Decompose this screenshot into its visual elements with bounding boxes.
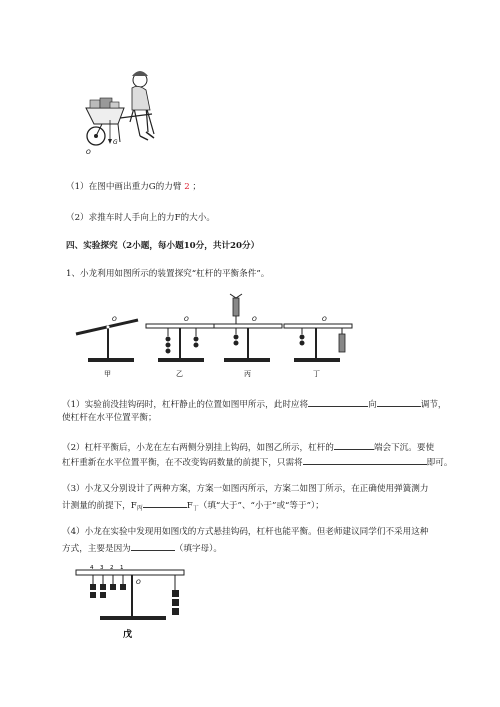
subscript: 丙 — [136, 505, 143, 512]
answer-blank[interactable] — [143, 498, 187, 508]
text: （1）实验前没挂钩码时，杠杆静止的位置如图甲所示，此时应将 — [62, 400, 309, 410]
q1-part2-line1 — [62, 440, 434, 454]
pivot-o-label: O — [86, 149, 91, 156]
text: （填“大于”、“小于”或“等于”）； — [198, 501, 324, 511]
tick-label: 3 — [100, 565, 104, 571]
text: （填字母）。 — [174, 544, 223, 554]
text: 方式，主要是因为 — [62, 544, 131, 554]
lever-ding — [284, 316, 352, 362]
q-item-1-end: ； — [192, 182, 202, 192]
figure-label-jia: 甲 — [104, 370, 111, 378]
section-heading: 四、实验探究（2小题，每小题10分，共计20分） — [66, 241, 260, 251]
q-item-1-text: （1）在图中画出重力G的力臂 — [66, 182, 182, 192]
text: F — [186, 501, 193, 511]
text: 调节， — [420, 400, 447, 410]
wheelbarrow-figure — [80, 62, 180, 162]
answer-mark: 2 — [184, 182, 190, 192]
text: 即可。 — [426, 458, 453, 468]
q1-part2-line2 — [62, 455, 452, 469]
text: 端会下沉。要使 — [373, 443, 435, 453]
answer-blank[interactable] — [131, 541, 175, 551]
q1-part1-line1 — [62, 397, 447, 411]
tick-label: 1 — [120, 565, 124, 571]
tick-label: 4 — [90, 565, 94, 571]
figure-label-ding: 丁 — [313, 370, 320, 378]
answer-blank[interactable] — [377, 397, 421, 407]
text: 计测量的前提下，F — [62, 501, 137, 511]
answer-blank[interactable] — [334, 440, 374, 450]
text: （2）杠杆平衡后，小龙在左右两侧分别挂上钩码，如图乙所示，杠杆的 — [62, 443, 334, 453]
o-label: O — [136, 579, 141, 586]
q-item-1 — [66, 181, 201, 193]
o-label: O — [112, 316, 117, 323]
q-item-2: （2）求推车时人手向上的力F的大小。 — [66, 213, 215, 223]
q1-part3-line2 — [62, 498, 324, 515]
answer-blank[interactable] — [308, 397, 368, 407]
figure-label-wu: 戊 — [123, 630, 133, 640]
answer-blank[interactable] — [303, 455, 427, 465]
q1-part1-line2: 使杠杆在水平位置平衡； — [62, 413, 157, 423]
gravity-g-label: G — [113, 139, 118, 146]
o-label: O — [252, 316, 257, 323]
text: 杠杆重新在水平位置平衡，在不改变钩码数量的前提下，只需将 — [62, 458, 303, 468]
q1-part3-line1: （3）小龙又分别设计了两种方案，方案一如图丙所示，方案二如图丁所示，在正确使用弹簧测力 — [62, 484, 429, 494]
tick-label: 2 — [110, 565, 114, 571]
lever-yi — [146, 316, 214, 362]
figure-label-yi: 乙 — [176, 370, 183, 378]
q1-part4-line2 — [62, 541, 222, 555]
figure-label-bing: 丙 — [244, 370, 251, 378]
lever-figures — [70, 290, 370, 380]
lever-jia — [76, 316, 138, 362]
o-label: O — [184, 316, 189, 323]
lever-bing — [214, 294, 282, 362]
lever-wu-figure — [70, 562, 190, 642]
subscript: 丁 — [192, 505, 199, 512]
q1-part4-line1: （4）小龙在实验中发现用如图戊的方式悬挂钩码，杠杆也能平衡。但老师建议同学们不采用这种 — [62, 527, 429, 537]
text: 向 — [368, 400, 377, 410]
q1-intro: 1、小龙利用如图所示的装置探究“杠杆的平衡条件”。 — [66, 269, 270, 279]
o-label: O — [322, 316, 327, 323]
